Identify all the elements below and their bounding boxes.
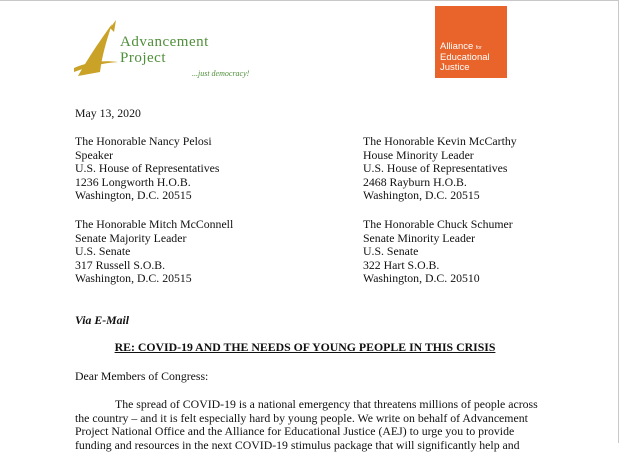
recipient-street: 2468 Rayburn H.O.B. <box>363 174 467 189</box>
letter-date: May 13, 2020 <box>75 106 141 120</box>
body-line: funding and resources in the next COVID-19 stimulus package that will significantly help and <box>75 437 520 452</box>
body-line: Project National Office and the Alliance for Educational Justice (AEJ) to urge you to provide <box>75 424 515 439</box>
recipient-name: The Honorable Chuck Schumer <box>363 217 513 231</box>
recipient-address-2 <box>363 135 517 203</box>
delivery-method: Via E-Mail <box>75 313 130 327</box>
recipient-title: Senate Minority Leader <box>363 230 476 245</box>
recipient-street: 317 Russell S.O.B. <box>75 257 166 272</box>
aej-logo <box>435 6 507 78</box>
recipient-org: U.S. Senate <box>75 244 131 259</box>
recipient-org: U.S. House of Representatives <box>363 161 508 176</box>
recipient-title: Speaker <box>75 147 113 162</box>
recipient-address-3 <box>75 218 233 286</box>
recipient-org: U.S. Senate <box>363 244 419 259</box>
recipient-title: Senate Majority Leader <box>75 230 187 245</box>
advancement-project-line1: Advancement <box>120 34 209 50</box>
recipient-street: 1236 Longworth H.O.B. <box>75 174 191 189</box>
top-border <box>0 0 619 1</box>
advancement-project-logo <box>72 16 262 80</box>
salutation: Dear Members of Congress: <box>75 369 209 383</box>
recipient-name: The Honorable Kevin McCarthy <box>363 134 517 148</box>
recipient-city: Washington, D.C. 20515 <box>75 188 192 203</box>
body-line: the country – and it is felt especially hard by young people. We write on behalf of Advancement <box>75 410 528 425</box>
recipient-name: The Honorable Nancy Pelosi <box>75 134 212 148</box>
recipient-city: Washington, D.C. 20510 <box>363 271 480 286</box>
body-paragraph <box>75 398 543 452</box>
advancement-project-line2: Project <box>120 50 166 66</box>
recipient-city: Washington, D.C. 20515 <box>363 188 480 203</box>
subject-line: RE: COVID-19 AND THE NEEDS OF YOUNG PEOPLE IN THIS CRISIS <box>114 340 496 354</box>
recipient-address-1 <box>75 135 219 203</box>
body-line: The spread of COVID-19 is a national emergency that threatens millions of people across <box>115 397 538 411</box>
recipient-title: House Minority Leader <box>363 147 474 162</box>
recipient-name: The Honorable Mitch McConnell <box>75 217 234 231</box>
recipient-city: Washington, D.C. 20515 <box>75 271 192 286</box>
recipient-street: 322 Hart S.O.B. <box>363 257 440 272</box>
advancement-project-tagline: ...just democracy! <box>192 69 250 78</box>
recipient-address-4 <box>363 218 513 286</box>
aej-logo-text: Alliance for Educational Justice <box>440 41 490 73</box>
recipient-org: U.S. House of Representatives <box>75 161 220 176</box>
